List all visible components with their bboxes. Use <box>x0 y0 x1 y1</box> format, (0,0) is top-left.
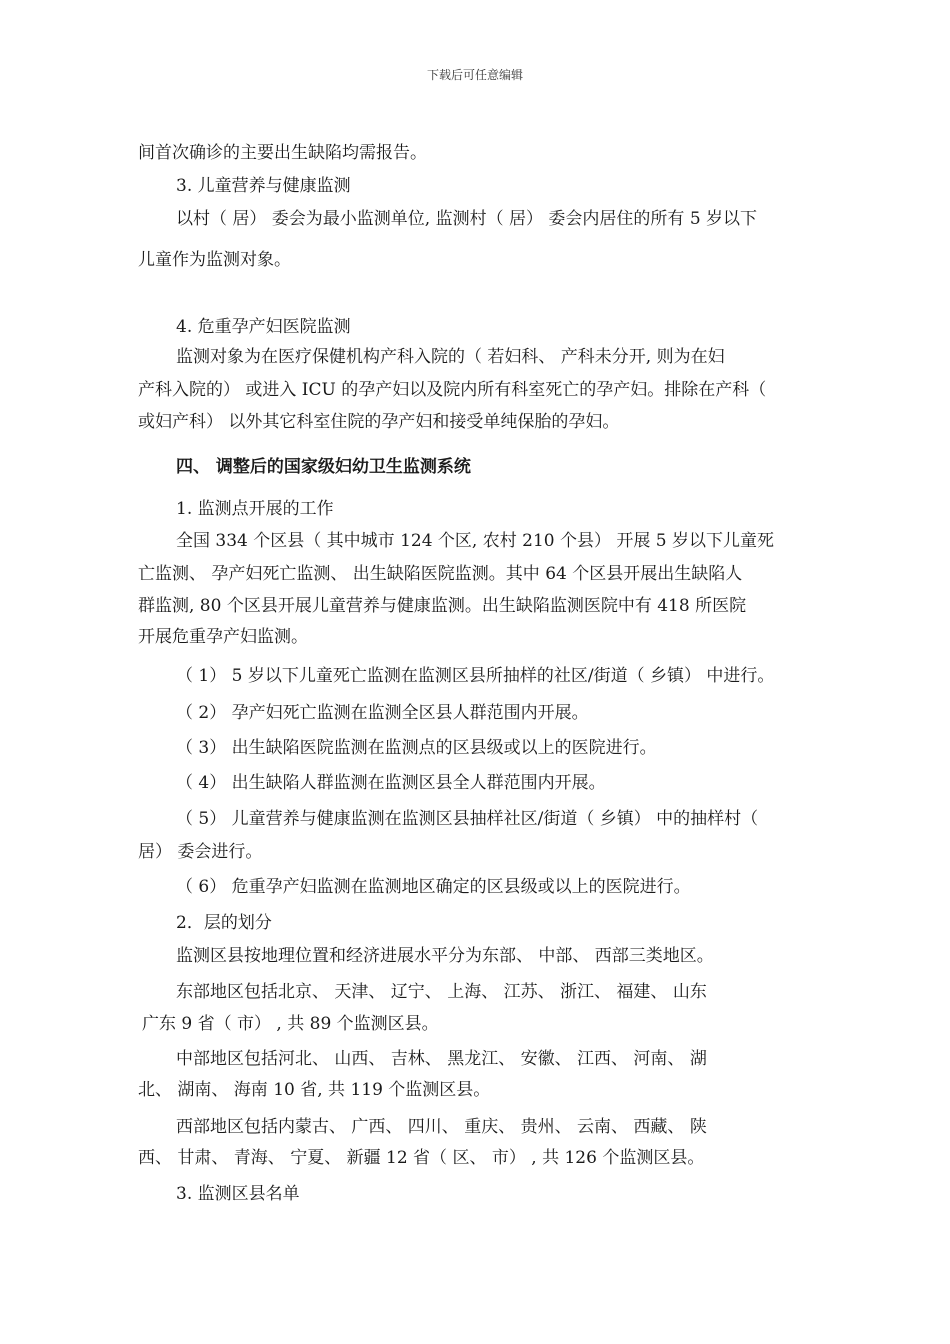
page-header: 下载后可任意编辑 <box>426 68 523 82</box>
